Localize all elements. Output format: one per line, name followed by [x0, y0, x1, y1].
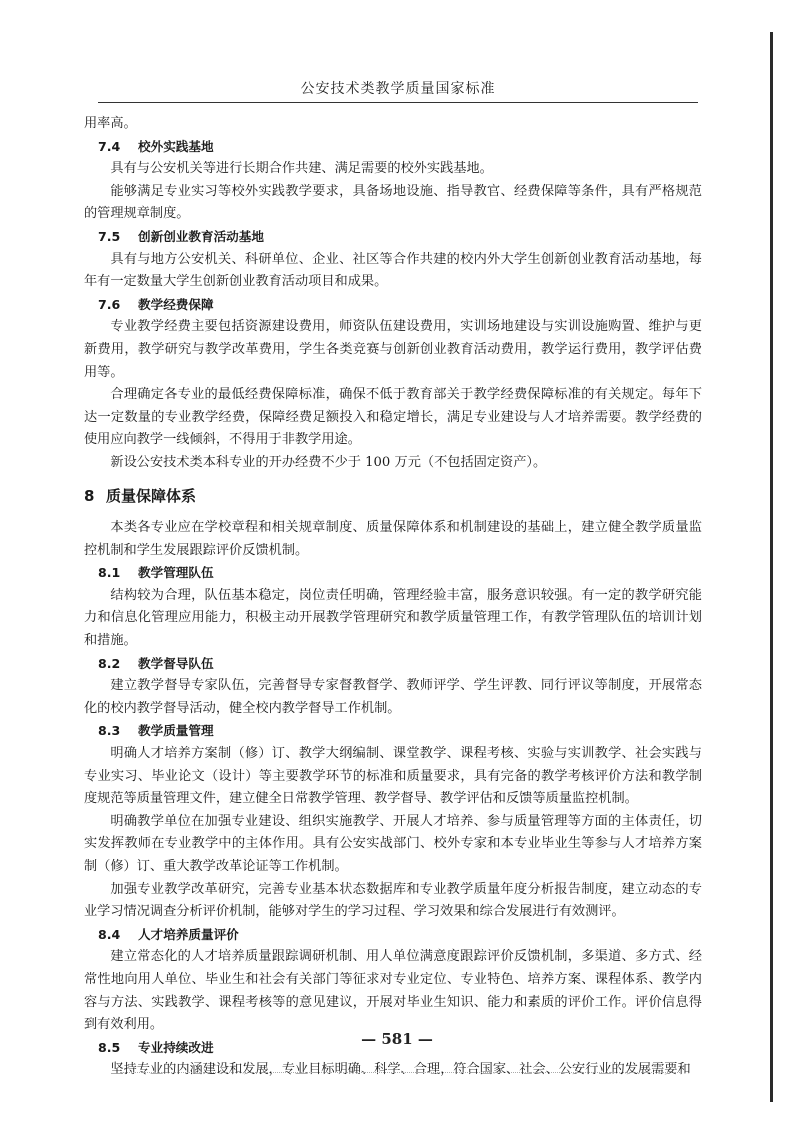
- subsection-heading: [84, 562, 702, 585]
- heading-number: 8.4: [98, 926, 121, 942]
- paragraph: 专业教学经费主要包括资源建设费用，师资队伍建设费用，实训场地建设与实训设施购置、维护与更新费用，教学研究与教学改革费用，学生各类竞赛与创新创业教育活动费用，教学运行费用，教学评估费用等。: [84, 319, 702, 380]
- subsection-heading: [84, 924, 702, 947]
- subsection-heading: [84, 136, 702, 159]
- subsection-heading: [84, 294, 702, 317]
- heading-number: 8.2: [98, 655, 121, 671]
- heading-number: 7.5: [98, 228, 121, 244]
- heading-number: 7.6: [98, 296, 121, 312]
- bottom-rule: [120, 1072, 680, 1073]
- heading-text: 教学质量管理: [138, 723, 214, 739]
- running-header: 公安技术类教学质量国家标准: [300, 81, 496, 97]
- paragraph: 新设公安技术类本科专业的开办经费不少于 100 万元（不包括固定资产）。: [110, 454, 547, 470]
- paragraph: 合理确定各专业的最低经费保障标准，确保不低于教育部关于教学经费保障标准的有关规定。每年下达一定数量的专业教学经费，保障经费足额投入和稳定增长，满足专业建设与人才培养需要。教学经费的使用应向教学一线倾斜，不得用于非教学用途。: [84, 387, 702, 448]
- paragraph: 明确人才培养方案制（修）订、教学大纲编制、课堂教学、课程考核、实验与实训教学、社会实践与专业实习、毕业论文（设计）等主要教学环节的标准和质量要求，具有完备的教学考核评价方法和教学制度规范等质量管理文件，建立健全日常教学管理、教学督导、教学评估和反馈等质量监控机制。: [84, 746, 702, 807]
- subsection-heading: [84, 653, 702, 676]
- body-content: [84, 113, 702, 1082]
- heading-number: 8.3: [98, 723, 121, 739]
- heading-number: 7.4: [98, 138, 121, 154]
- heading-text: 教学督导队伍: [138, 655, 214, 671]
- paragraph: 建立教学督导专家队伍，完善督导专家督教督学、教师评学、学生评教、同行评议等制度，开展常态化的校内教学督导活动，健全校内教学督导工作机制。: [84, 678, 702, 716]
- heading-text: 教学经费保障: [138, 296, 214, 312]
- paragraph: 建立常态化的人才培养质量跟踪调研机制、用人单位满意度跟踪评价反馈机制，多渠道、多方式、经常性地向用人单位、毕业生和社会有关部门等征求对专业定位、专业特色、培养方案、课程体系、教学内容与方法、实践教学、课程考核等的意见建议，开展对毕业生知识、能力和素质的评价工作。评价信息得到有效利用。: [84, 949, 702, 1033]
- paragraph: 加强专业教学改革研究，完善专业基本状态数据库和专业教学质量年度分析报告制度，建立动态的专业学习情况调查分析评价机制，能够对学生的学习过程、学习效果和综合发展进行有效测评。: [84, 881, 702, 920]
- scan-edge-line: [770, 32, 773, 1102]
- subsection-heading: [84, 226, 702, 249]
- heading-number: 8: [84, 486, 95, 505]
- paragraph: 本类各专业应在学校章程和相关规章制度、质量保障体系和机制建设的基础上，建立健全教学质量监控机制和学生发展跟踪评价反馈机制。: [84, 520, 702, 558]
- heading-text: 人才培养质量评价: [138, 926, 239, 942]
- heading-number: 8.1: [98, 565, 121, 581]
- heading-text: 教学管理队伍: [138, 565, 214, 581]
- heading-text: 专业持续改进: [138, 1039, 214, 1055]
- paragraph: 具有与地方公安机关、科研单位、企业、社区等合作共建的校内外大学生创新创业教育活动基地，每年有一定数量大学生创新创业教育活动项目和成果。: [84, 251, 702, 290]
- page-number: — 581 —: [361, 1030, 433, 1048]
- header-rule: [98, 102, 698, 103]
- heading-text: 质量保障体系: [106, 486, 197, 505]
- heading-text: 校外实践基地: [138, 138, 214, 154]
- heading-text: 创新创业教育活动基地: [138, 228, 264, 244]
- heading-number: 8.5: [98, 1039, 121, 1055]
- paragraph: 结构较为合理，队伍基本稳定，岗位责任明确，管理经验丰富，服务意识较强。有一定的教学研究能力和信息化管理应用能力，积极主动开展教学管理研究和教学质量管理工作，有教学管理队伍的培训计划和措施。: [84, 587, 702, 649]
- paragraph: 坚持专业的内涵建设和发展，专业目标明确、科学、合理，符合国家、社会、公安行业的发展需要和: [110, 1062, 691, 1078]
- section-heading: [84, 485, 702, 508]
- paragraph: 明确教学单位在加强专业建设、组织实施教学、开展人才培养、参与质量管理等方面的主体责任，切实发挥教师在专业教学中的主体作用。具有公安实战部门、校外专家和本专业毕业生等参与人才培养方案制（修）订、重大教学改革论证等工作机制。: [84, 813, 702, 874]
- paragraph: 用率高。: [84, 116, 137, 131]
- subsection-heading: [84, 720, 702, 743]
- paragraph: 能够满足专业实习等校外实践教学要求，具备场地设施、指导教官、经费保障等条件，具有严格规范的管理规章制度。: [84, 183, 702, 222]
- paragraph: 具有与公安机关等进行长期合作共建、满足需要的校外实践基地。: [110, 161, 493, 177]
